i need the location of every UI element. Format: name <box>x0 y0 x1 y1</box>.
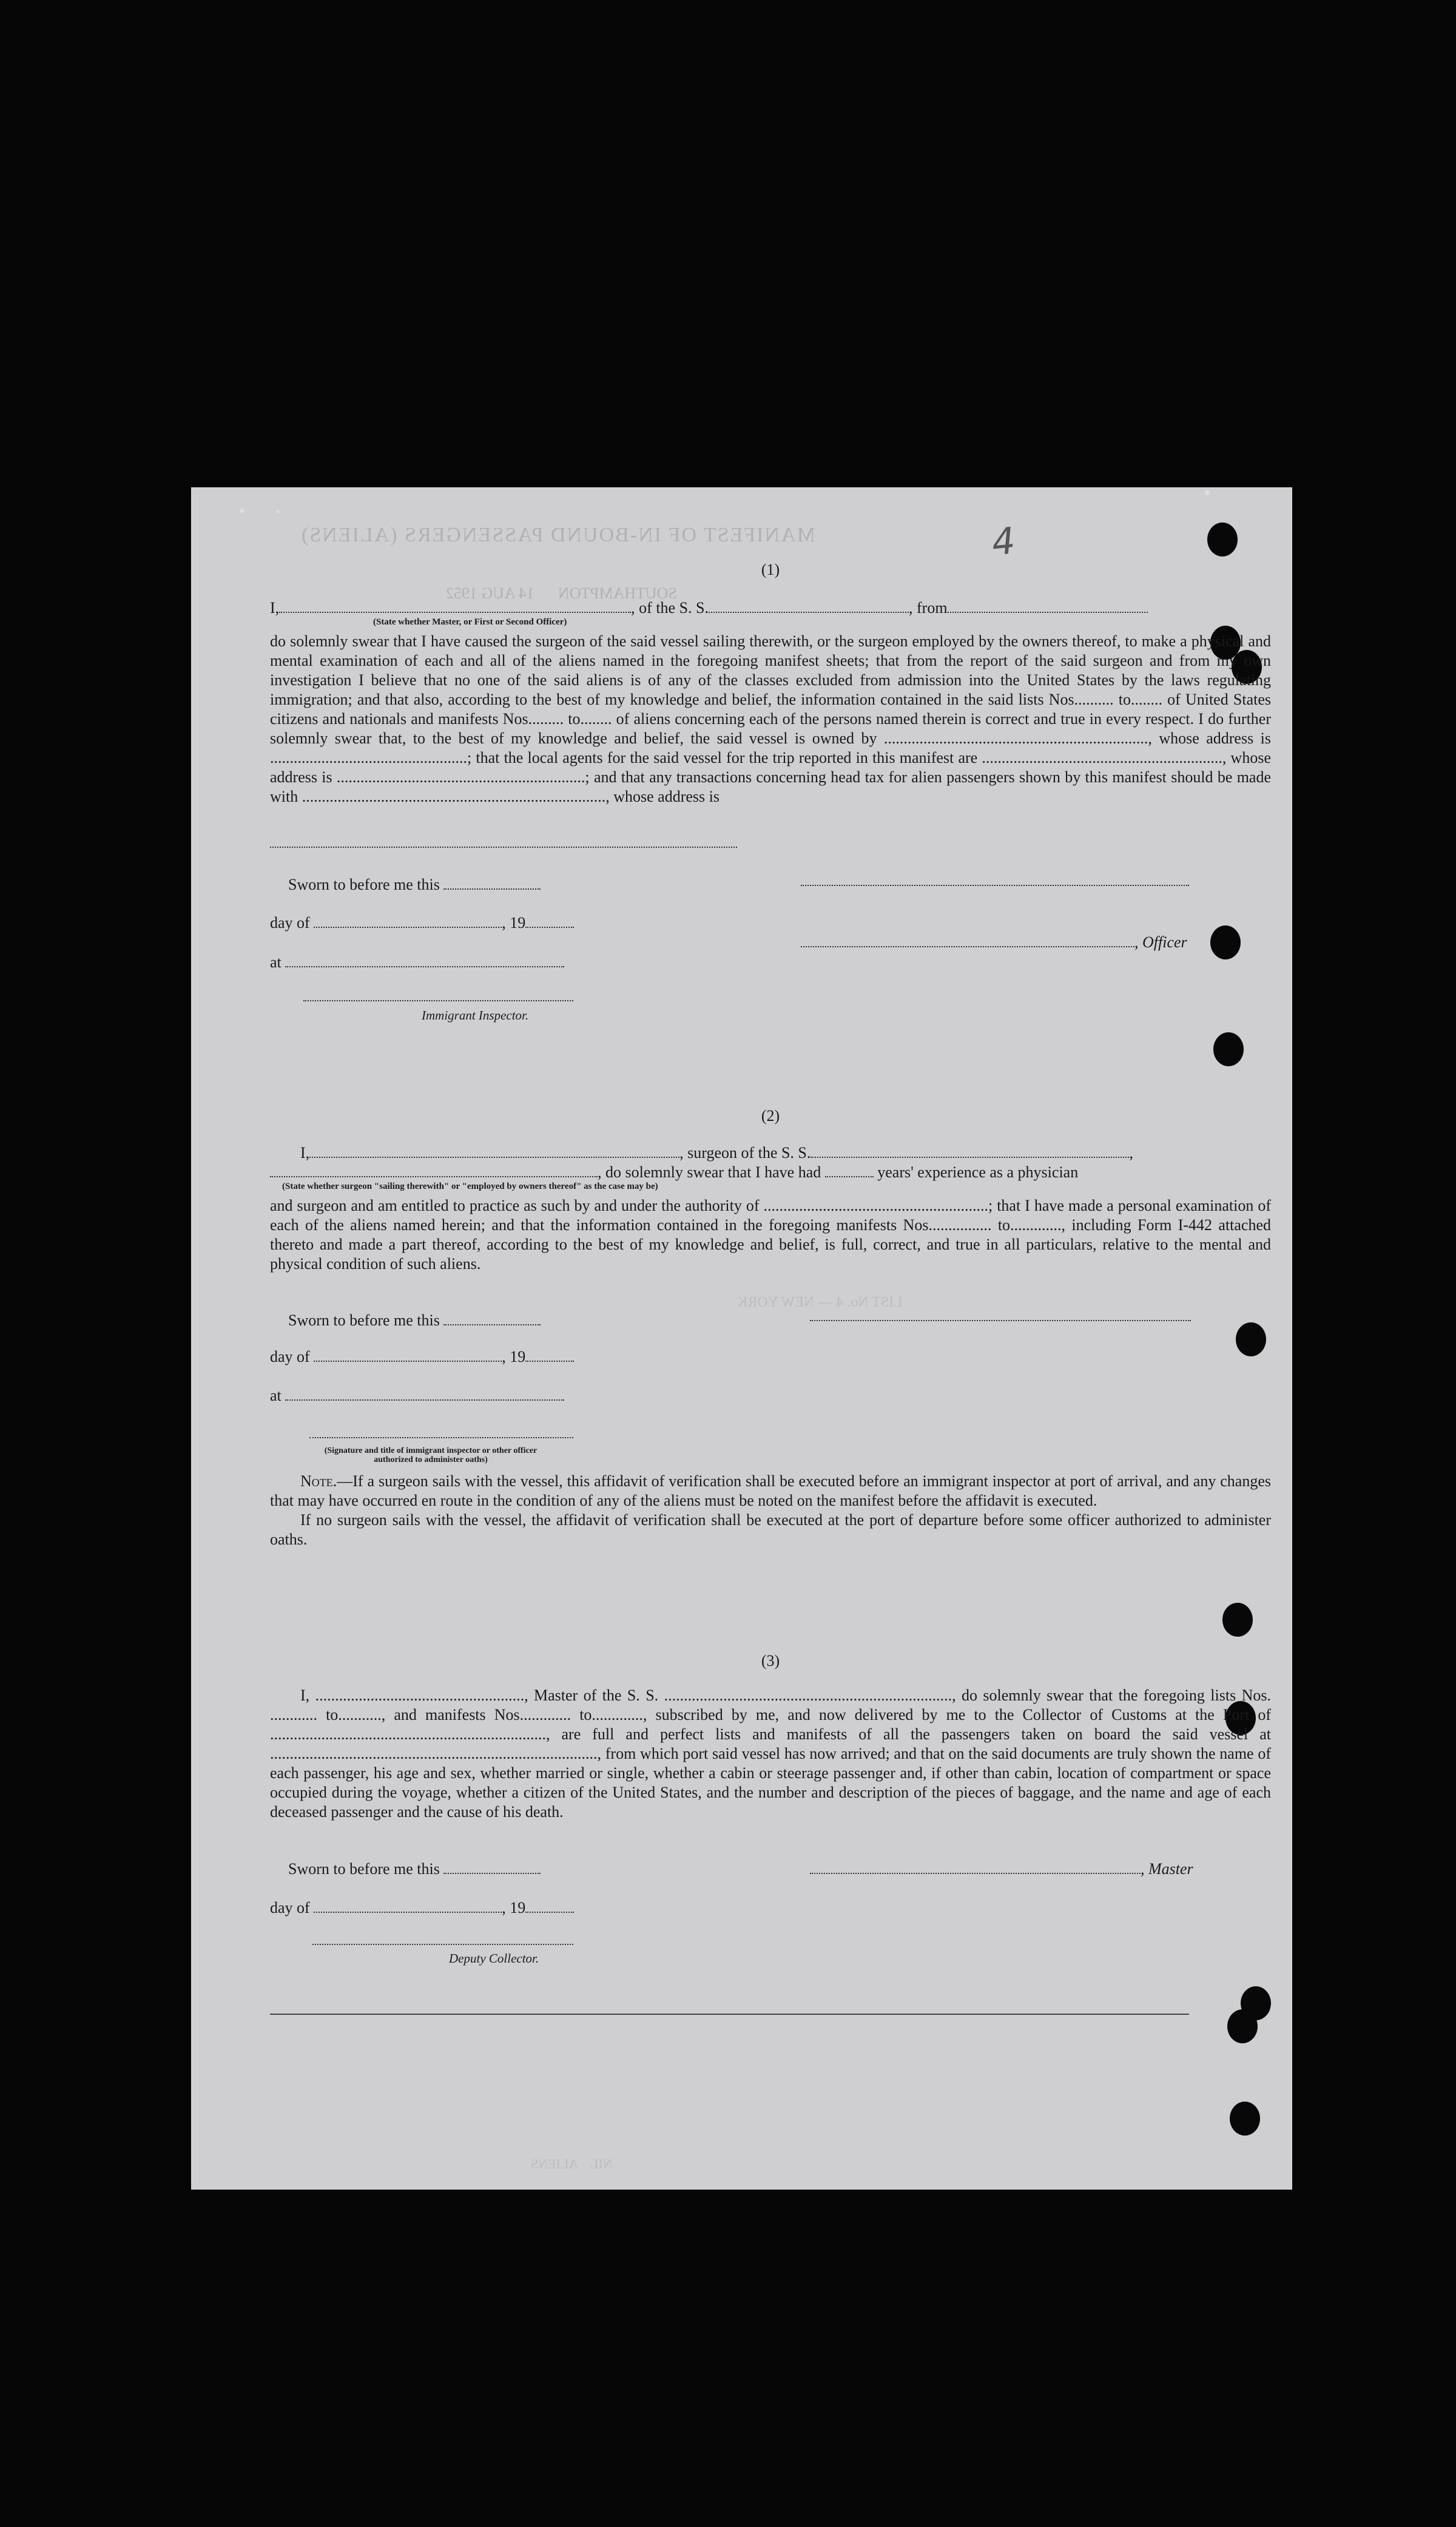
day-of-line: day of , 19 <box>270 914 574 932</box>
section-1-line-1: I, , of the S. S. , from <box>270 599 1148 617</box>
punch-hole <box>1207 523 1238 556</box>
signature-line <box>312 1944 573 1945</box>
at-line: at <box>270 1387 564 1405</box>
section-2-note: Note.—If a surgeon sails with the vessel, this affidavit of verification shall be executed before an immigrant inspector at port of arrival, and any changes that may have occurred en route in the condition of any of the aliens must be noted on the manifest before the affidavit is executed. If no surgeon sails with the vessel, the affidavit of verification shall be executed at the port of departure before some officer authorized to administer oaths. <box>270 1472 1271 1548</box>
film-speck <box>276 510 280 513</box>
sworn-line: Sworn to before me this <box>288 1860 541 1878</box>
punch-hole <box>1230 2102 1260 2136</box>
section-1-number: (1) <box>761 561 780 578</box>
signature-line <box>309 1437 573 1438</box>
signature-title-hint: (Signature and title of immigrant inspector or other officer authorized to administer oaths) <box>324 1446 538 1464</box>
section-2-line-2: , do solemnly swear that I have had years' experience as a physician <box>270 1163 1078 1182</box>
section-3-number: (3) <box>761 1652 780 1669</box>
blank-line <box>270 847 737 848</box>
deputy-collector-label: Deputy Collector. <box>449 1951 539 1966</box>
section-2-number: (2) <box>761 1107 780 1125</box>
film-speck <box>1205 490 1210 495</box>
bleed-through-text: SOUTHAMPTON 14 AUG 1952 <box>446 584 677 602</box>
section-2-line-1: I, , surgeon of the S. S. , <box>300 1144 1133 1162</box>
punch-hole <box>1213 1032 1244 1066</box>
bottom-rule <box>270 2014 1189 2015</box>
bleed-through-text: MANIFEST OF IN-BOUND PASSENGERS (ALIENS) <box>300 524 815 546</box>
bleed-through-text: NIL ALIENS <box>531 2156 613 2171</box>
section-1-body: do solemnly swear that I have caused the surgeon of the said vessel sailing therewith, or the surgeon employed by the owners thereof, to make a physical and mental examination of each and all of the aliens named in the foregoing manifest sheets; that from the report of the said surgeon and from my own investigation I believe that no one of the said aliens is of any of the classes excluded from admission into the United States by the laws regulating immigration; and that also, according to the best of my knowledge and belief, the information contained in the said lists Nos.......... to........ of United States citizens and nationals and manifests Nos......... to........ of aliens concerning each of the persons named therein is correct and true in every respect. I do further solemnly swear that, to the best of my knowledge and belief, the said vessel is owned by ..................................................................., whose address is ..................................................; that the local agents for the said vessel for the trip reported in this manifest are ............................................................., whose address is ...............................................................; and that any transactions concerning head tax for alien passengers shown by this manifest should be made with ............................................................................., whose address is <box>270 632 1271 805</box>
punch-hole <box>1227 2009 1258 2043</box>
master-line: , Master <box>810 1860 1193 1878</box>
day-of-line: day of , 19 <box>270 1899 574 1917</box>
punch-hole <box>1210 925 1241 959</box>
punch-hole <box>1222 1603 1253 1637</box>
sworn-line: Sworn to before me this <box>288 1311 541 1330</box>
section-2-body: and surgeon and am entitled to practice as such by and under the authority of .........................................................; that I have made a personal examination of each of the aliens named herein; and that the information contained in the foregoing manifests Nos................ to............., including Form I-442 attached thereto and made a part thereof, according to the best of my knowledge and belief, is full, correct, and true in all particulars, relative to the mental and physical condition of such aliens. <box>270 1197 1271 1273</box>
bleed-through-text: LIST No. 4 — NEW YORK <box>737 1294 903 1310</box>
signature-line <box>303 1000 573 1001</box>
punch-hole <box>1236 1322 1266 1356</box>
film-speck <box>240 509 244 513</box>
officer-line: , Officer <box>801 933 1187 952</box>
day-of-line: day of , 19 <box>270 1348 574 1366</box>
immigrant-inspector-label: Immigrant Inspector. <box>422 1008 529 1023</box>
section-1-officer-hint: (State whether Master, or First or Second Officer) <box>373 617 567 627</box>
signature-line <box>810 1320 1191 1321</box>
section-2-surgeon-hint: (State whether surgeon "sailing therewith" or "employed by owners thereof" as the case may be) <box>282 1182 658 1191</box>
manifest-affidavit-page <box>191 487 1292 2190</box>
sworn-line: Sworn to before me this <box>288 876 541 894</box>
handwritten-page-number: 4 <box>989 519 1017 564</box>
at-line: at <box>270 953 564 972</box>
section-3-body: I, ....................................................., Master of the S. S. ........................................................................., do solemnly swear that the foregoing lists Nos. ............ to..........., and manifests Nos............. to............., subscribed by me, and now delivered by me to the Collector of Customs at the Port of ......................................................................, are full and perfect lists and manifests of all the passengers taken on board the said vessel at ..................................................................................., from which port said vessel has now arrived; and that on the said documents are truly shown the name of each passenger, his age and sex, whether married or single, whether a cabin or steerage passenger and, if other than cabin, location of compartment or space occupied during the voyage, whether a citizen of the United States, and the number and description of the pieces of baggage, and the name and age of each deceased passenger and the cause of his death. <box>270 1686 1271 1821</box>
signature-line <box>801 885 1189 886</box>
